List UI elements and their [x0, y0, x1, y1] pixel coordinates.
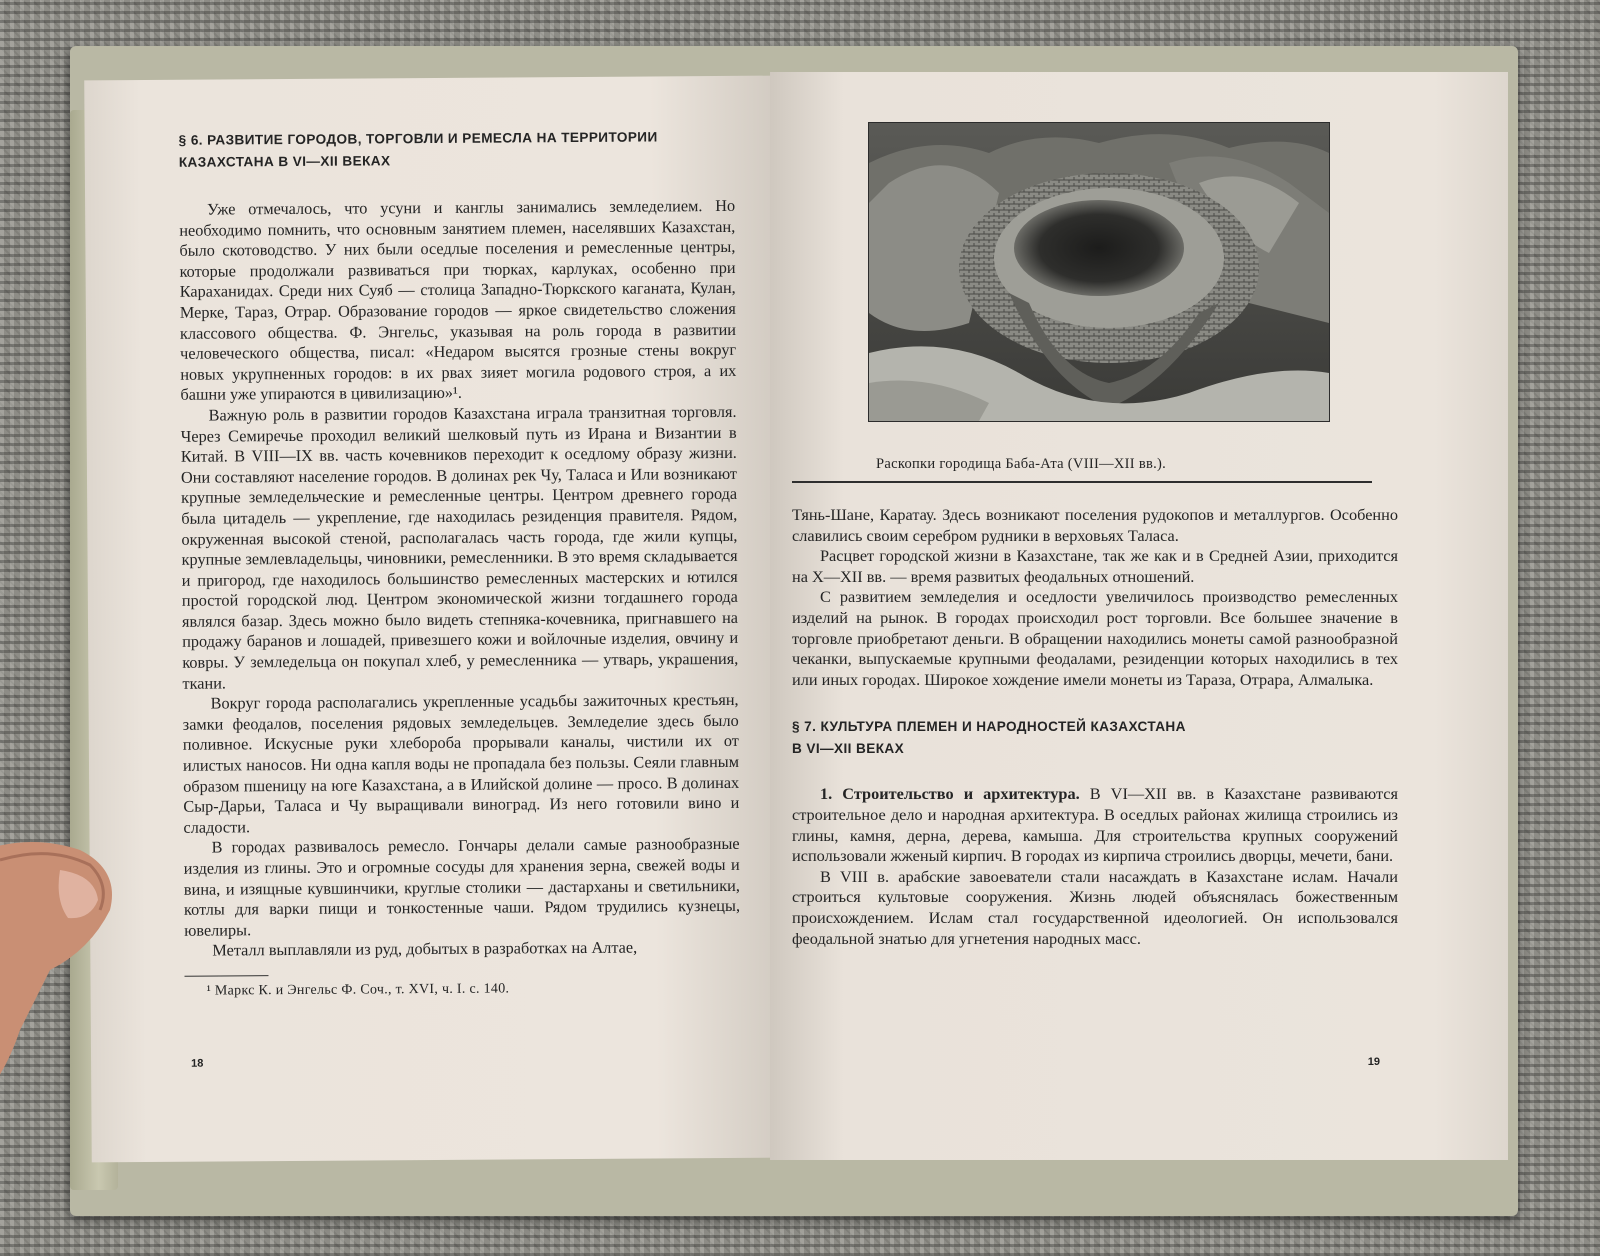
left-paragraph-5: Металл выплавляли из руд, добытых в разработках на Алтае,: [212, 937, 638, 960]
caption-divider: [792, 481, 1372, 483]
right-paragraph-3: С развитием земледелия и оседлости увеличилось производство ремесленных изделий на рынок. В городах происходил рост торговли. Все большее значение в торговле приобретают деньги. В обращении находились монеты самой разнообразной чеканки, выпускаемые крупными феодалами, резиденции которых находились в тех или иных городах. Широкое хождение имели монеты из Тараза, Отрара, Алмалыка.: [792, 587, 1398, 689]
photo-caption: Раскопки городища Баба-Ата (VIII—XII вв.).: [876, 456, 1167, 472]
excavation-photo: [868, 122, 1330, 422]
subsection-title: 1. Строительство и архитектура.: [820, 784, 1080, 804]
right-page: [770, 72, 1508, 1160]
right-paragraph-4-text: В VI—XII вв. в Казахстане развиваются строительное дело и народная архитектура. В оседлых районах жилища строились из глины, камня, дерна, дерева, камыша. Для строительства крупных сооружений использовали жженый кирпич. В городах из кирпича строились дворцы, мечети, бани.: [792, 784, 1398, 866]
footnote-divider: [184, 975, 268, 977]
right-paragraph-5: В VIII в. арабские завоеватели стали насаждать в Казахстане ислам. Начали строиться культовые сооружения. Жизнь людей объяснялась божественным происхождением. Ислам стал государственной идеологией. Он использовался феодальной знатью для угнетения народных масс.: [792, 866, 1398, 948]
right-page-number: 19: [1367, 1056, 1380, 1068]
right-paragraph-4: [792, 784, 1398, 866]
thumb-holding-book: [0, 830, 150, 1130]
left-paragraph-4: В городах развивалось ремесло. Гончары делали самые разнообразные изделия из глины. Это и огромные сосуды для хранения зерна, свежей воды и вина, и изящные кувшинчики, круглые столики — дастарханы и светильники, котлы для варки пищи и тонкостенные чаши. Рядом трудились кузнецы, ювелиры.: [183, 834, 741, 940]
section-7-heading-line2: В VI—XII ВЕКАХ: [792, 741, 905, 757]
section-7-heading-line1: § 7. КУЛЬТУРА ПЛЕМЕН И НАРОДНОСТЕЙ КАЗАХСТАНА: [792, 719, 1186, 735]
right-paragraph-2: Расцвет городской жизни в Казахстане, так же как и в Средней Азии, приходится на X—XII вв. — время развитых феодальных отношений.: [792, 546, 1398, 586]
left-page: [84, 76, 782, 1163]
left-paragraph-1: Уже отмечалось, что усуни и канглы занимались земледелием. Но необходимо помнить, что основным занятием племен, населявших Казахстан, было скотоводство. У них были оседлые поселения и ремесленные центры, которые продолжали развиваться при тюрках, карлуках, особенно при Караханидах. Среди них Суяб — столица Западно-Тюркского каганата, Кулан, Мерке, Тараз, Отрар. Образование городов — яркое свидетельство сложения классового общества. Ф. Энгельс, указывая на роль города в развитии человеческого общества, писал: «Недаром высятся грозные стены вокруг новых укрупненных городов: в их рвах зияет могила родового строя, а их башни уже упираются в цивилизацию»¹.: [179, 195, 737, 405]
excavation-photo-image: [869, 123, 1329, 421]
left-page-number: 18: [191, 1057, 204, 1070]
section-6-heading-line1: § 6. РАЗВИТИЕ ГОРОДОВ, ТОРГОВЛИ И РЕМЕСЛА НА ТЕРРИТОРИИ: [178, 129, 658, 148]
left-paragraph-2: Важную роль в развитии городов Казахстана играла транзитная торговля. Через Семиречье проходил великий шелковый путь из Ирана и Византии в Китай. В VIII—IX вв. часть кочевников переходит к оседлому образу жизни. Они составляют население городов. В долинах рек Чу, Таласа и Или возникают крупные земледельческие и ремесленные центры. Центром древнего города была цитадель — укрепление, где находилась резиденция правителя. Рядом, окруженная высокой стеной, располагалась часть города, где жили купцы, крупные землевладельцы, чиновники, ремесленники. В это время складывается и пригород, где находилось большинство ремесленных мастерских и ютился простой городской люд. Центром экономической жизни тогдашнего города являлся базар. Здесь можно было видеть степняка-кочевника, пригнавшего на продажу баранов и лошадей, привезшего кожи и войлочные изделия, овчину и ковры. У земледельца он покупал хлеб, у ремесленника — утварь, украшения, ткани.: [180, 401, 739, 693]
left-paragraph-3: Вокруг города располагались укрепленные усадьбы зажиточных крестьян, замки феодалов, поселения рядовых земледельцев. Земледелие здесь было поливное. Искусные руки хлеборобa прорывали каналы, чистили их от илистых наносов. Ни одна капля воды не пропадала без пользы. Сеяли главным образом пшеницу на юге Казахстана, а в Илийской долине — просо. В долинах Сыр-Дарьи, Таласа и Чу выращивали виноград. Из него готовили вино и сладости.: [182, 690, 740, 837]
section-7-heading: [792, 716, 1398, 760]
right-paragraph-1: Тянь-Шане, Каратау. Здесь возникают поселения рудокопов и металлургов. Особенно славились своим серебром рудники в верховьях Таласа.: [792, 505, 1398, 545]
section-6-heading: [179, 126, 735, 174]
footnote: ¹ Маркс К. и Энгельс Ф. Соч., т. XVI, ч. I. с. 140.: [206, 981, 510, 999]
section-6-heading-line2: КАЗАХСТАНА В VI—XII ВЕКАХ: [178, 153, 391, 170]
